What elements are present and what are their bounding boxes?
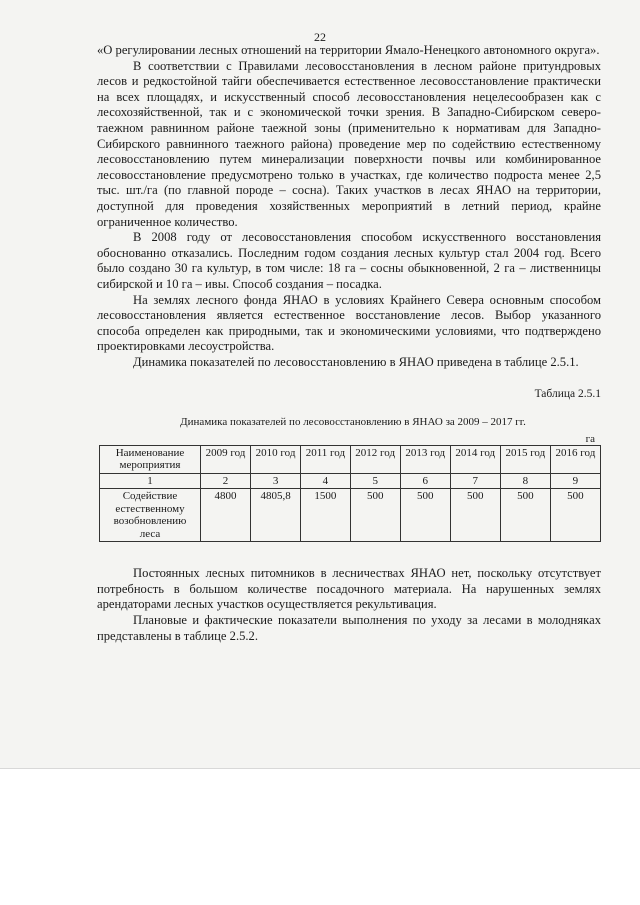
table-cell: 1500 [301, 489, 351, 542]
table-cell: 500 [400, 489, 450, 542]
document-body [97, 43, 601, 644]
table-cell: 4805,8 [251, 489, 301, 542]
table-row [100, 489, 601, 542]
table-cell: 500 [550, 489, 600, 542]
table-cell: 500 [350, 489, 400, 542]
table-title: Динамика показателей по лесовосстановлению в ЯНАО за 2009 – 2017 гг. [180, 416, 526, 429]
table-header-cell: Наименование мероприятия [100, 445, 201, 473]
table-cell: Содействие естественному возобновлению леса [100, 489, 201, 542]
table-header-cell: 2010 год [251, 445, 301, 473]
table-number-cell: 3 [251, 473, 301, 489]
table-unit: га [585, 432, 595, 445]
table-header-cell: 2009 год [201, 445, 251, 473]
table-cell: 4800 [201, 489, 251, 542]
reforestation-table [99, 445, 601, 543]
table-number-cell: 5 [350, 473, 400, 489]
table-number-cell: 9 [550, 473, 600, 489]
table-cell: 500 [500, 489, 550, 542]
paragraph: «О регулировании лесных отношений на территории Ямало-Ненецкого автономного округа». [97, 43, 600, 57]
table-header-cell: 2013 год [400, 445, 450, 473]
table-number-cell: 7 [450, 473, 500, 489]
table-number-cell: 6 [400, 473, 450, 489]
table-number-cell: 2 [201, 473, 251, 489]
page-number: 22 [314, 30, 326, 44]
after-table-section [97, 566, 601, 644]
table-cell: 500 [450, 489, 500, 542]
paragraph: В 2008 году от лесовосстановления способом искусственного восстановления обоснованно отказались. Последним годом создания лесных культур стал 2004 год. Всего было создано 30 га культур, в том числе: 18 га – сосны обыкновенной, 2 га – лиственницы сибирской и 10 га – ивы. Способ создания – посадка. [97, 230, 601, 291]
table-header-cell: 2016 год [550, 445, 600, 473]
table-header-row [100, 445, 601, 473]
table-number-cell: 8 [500, 473, 550, 489]
paragraph: Постоянных лесных питомников в лесничествах ЯНАО нет, поскольку отсутствует потребность в большом количестве посадочного материала. На нарушенных землях арендаторами лесных участков осуществляется рекультивация. [97, 566, 601, 612]
paragraph: Динамика показателей по лесовосстановлению в ЯНАО приведена в таблице 2.5.1. [133, 354, 579, 369]
table-number-cell: 1 [100, 473, 201, 489]
table-header-cell: 2011 год [301, 445, 351, 473]
paragraph: На землях лесного фонда ЯНАО в условиях Крайнего Севера основным способом лесовосстановления является естественное восстановление лесов. Выбор указанного способа определен как природными, так и экономическими условиями, что подтверждено проектировками лесоустройства. [97, 292, 601, 354]
paragraph: В соответствии с Правилами лесовосстановления в лесном районе притундровых лесов и редкостойной тайги обеспечивается естественное лесовосстановление практически на всех площадях, и искусственный способ лесовосстановления нецелесообразен как с лесохозяйственной, так и с экономической точки зрения. В Западно-Сибирском северо-таежном равнинном районе таежной зоны (применительно к нормативам для Западно-Сибирского равнинного таежного района) проведение мер по содействию естественному лесовосстановлению путем минерализации поверхности почвы или комбинированное лесовосстановление предусмотрено только в участках, где количество подроста менее 2,5 тыс. шт./га (по главной породе – сосна). Таких участков в лесах ЯНАО на территории, доступной для проведения хозяйственных мероприятий в летний период, крайне ограниченное количество. [97, 58, 601, 229]
table-header-cell: 2015 год [500, 445, 550, 473]
table-header-cell: 2014 год [450, 445, 500, 473]
table-numbering-row [100, 473, 601, 489]
table-number-cell: 4 [301, 473, 351, 489]
table-header-cell: 2012 год [350, 445, 400, 473]
paragraph: Плановые и фактические показатели выполнения по уходу за лесами в молодняках представлены в таблице 2.5.2. [97, 612, 601, 643]
table-label: Таблица 2.5.1 [534, 388, 601, 401]
